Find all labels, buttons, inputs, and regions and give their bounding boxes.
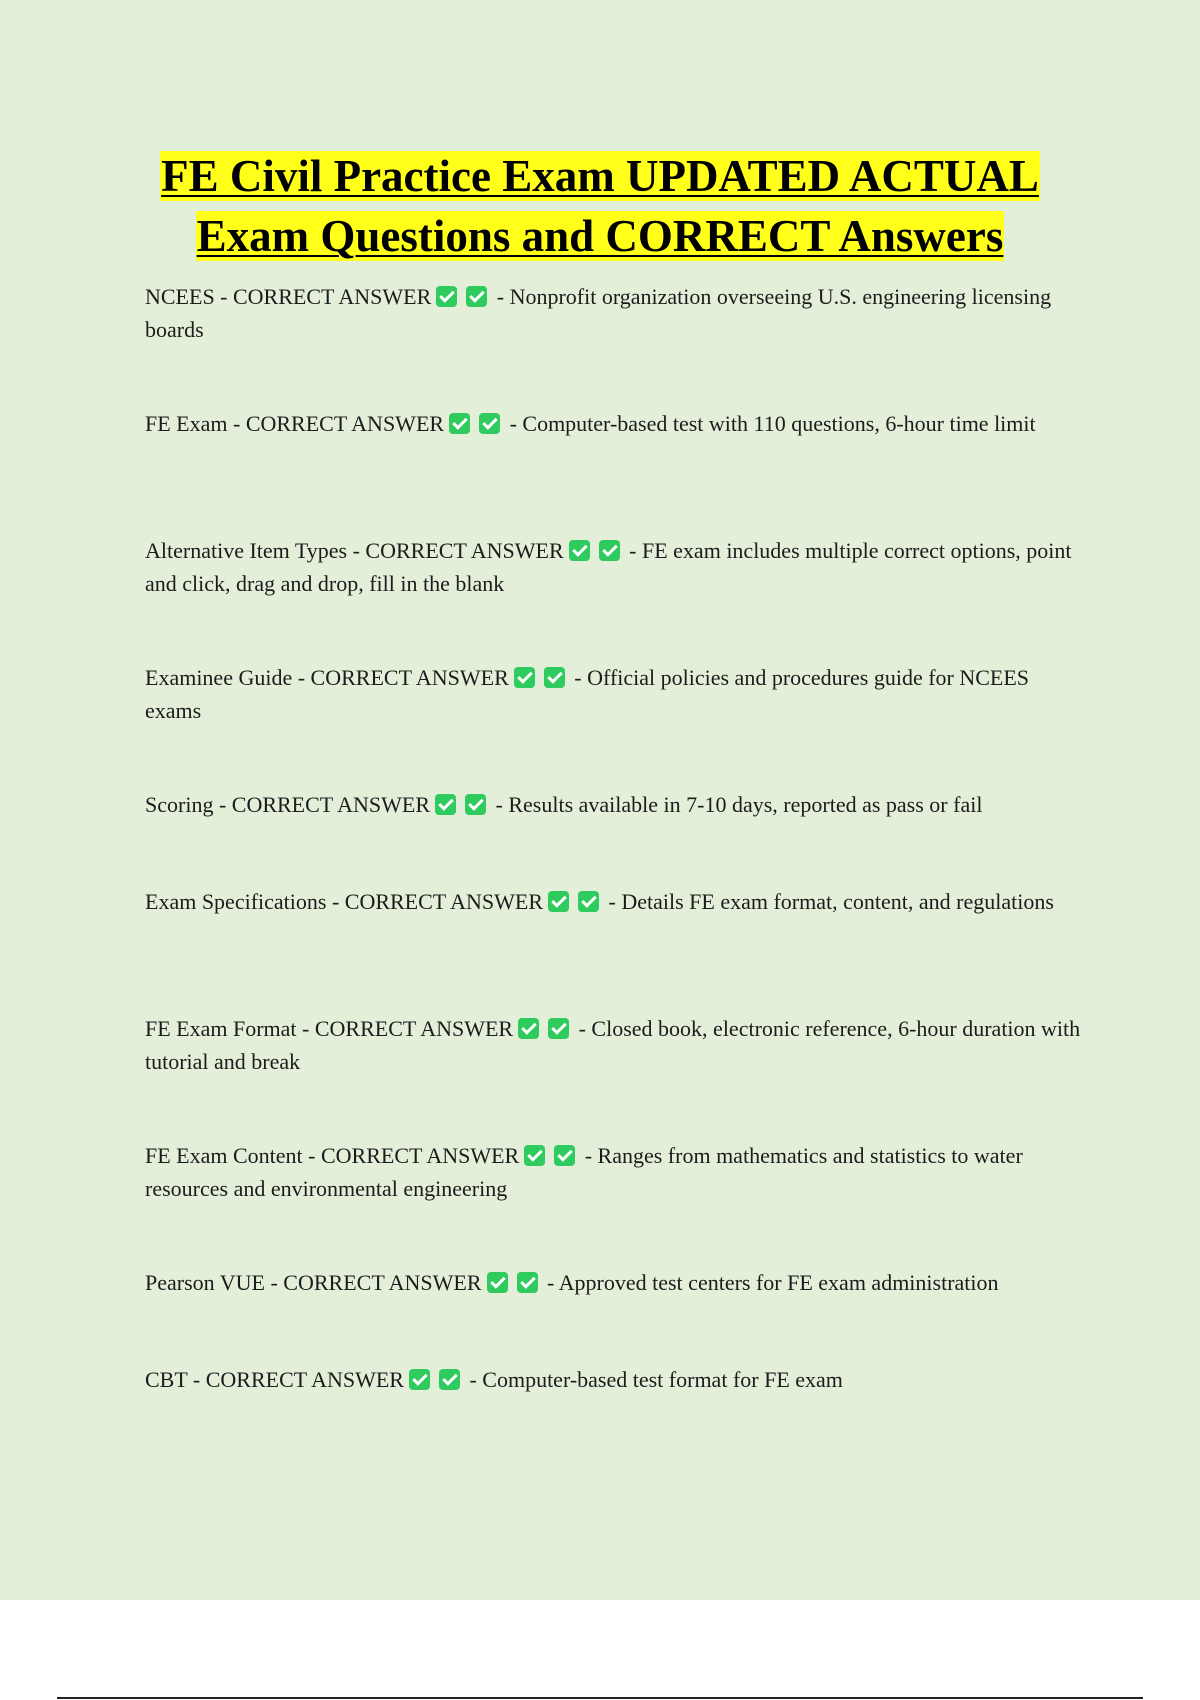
check-mark-icon — [544, 667, 565, 688]
qa-entry — [145, 1012, 1090, 1078]
qa-entry — [145, 1139, 1090, 1205]
entry-term: Pearson VUE - CORRECT ANSWER — [145, 1270, 482, 1295]
check-mark-icon — [569, 540, 590, 561]
check-mark-icon — [599, 540, 620, 561]
entry-term: FE Exam - CORRECT ANSWER — [145, 411, 445, 436]
entry-definition: - Official policies and procedures guide for NCEES exams — [145, 665, 1030, 723]
check-mark-icon — [449, 413, 470, 434]
qa-entry — [145, 534, 1090, 600]
entry-definition: - Details FE exam format, content, and regulations — [608, 889, 1054, 914]
entry-term: FE Exam Format - CORRECT ANSWER — [145, 1016, 514, 1041]
entry-definition: - Approved test centers for FE exam administration — [547, 1270, 999, 1295]
entry-term: FE Exam Content - CORRECT ANSWER — [145, 1143, 520, 1168]
entry-term: NCEES - CORRECT ANSWER — [145, 284, 432, 309]
entry-definition: - Computer-based test format for FE exam — [469, 1367, 843, 1392]
entry-definition: - Results available in 7-10 days, reported as pass or fail — [495, 792, 983, 817]
title-line-2: Exam Questions and CORRECT Answers — [196, 211, 1004, 261]
qa-entry — [145, 407, 1090, 440]
title-line-1: FE Civil Practice Exam UPDATED ACTUAL — [161, 151, 1039, 201]
check-mark-icon — [517, 1272, 538, 1293]
check-mark-icon — [409, 1369, 430, 1390]
check-mark-icon — [435, 794, 456, 815]
check-mark-icon — [479, 413, 500, 434]
qa-entry — [145, 788, 1090, 821]
entry-definition: - FE exam includes multiple correct options, point and click, drag and drop, fill in the blank — [145, 538, 1072, 596]
page-title — [100, 146, 1100, 266]
entry-term: Exam Specifications - CORRECT ANSWER — [145, 889, 544, 914]
entry-definition: - Computer-based test with 110 questions, 6-hour time limit — [509, 411, 1036, 436]
check-mark-icon — [578, 891, 599, 912]
entry-term: Alternative Item Types - CORRECT ANSWER — [145, 538, 564, 563]
check-mark-icon — [487, 1272, 508, 1293]
check-mark-icon — [554, 1145, 575, 1166]
check-mark-icon — [548, 1018, 569, 1039]
check-mark-icon — [548, 891, 569, 912]
check-mark-icon — [466, 286, 487, 307]
qa-entry — [145, 1266, 1090, 1299]
footer-divider — [57, 1697, 1143, 1699]
entry-definition: - Closed book, electronic reference, 6-hour duration with tutorial and break — [145, 1016, 1081, 1074]
check-mark-icon — [514, 667, 535, 688]
qa-entry — [145, 280, 1090, 346]
qa-entry — [145, 885, 1090, 918]
qa-entry — [145, 661, 1090, 727]
entry-term: Scoring - CORRECT ANSWER — [145, 792, 431, 817]
entry-definition: - Ranges from mathematics and statistics to water resources and environmental engineering — [145, 1143, 1023, 1201]
check-mark-icon — [436, 286, 457, 307]
qa-entry — [145, 1363, 1090, 1396]
check-mark-icon — [439, 1369, 460, 1390]
check-mark-icon — [465, 794, 486, 815]
entry-definition: - Nonprofit organization overseeing U.S. engineering licensing boards — [145, 284, 1052, 342]
check-mark-icon — [518, 1018, 539, 1039]
check-mark-icon — [524, 1145, 545, 1166]
entry-term: CBT - CORRECT ANSWER — [145, 1367, 404, 1392]
entry-term: Examinee Guide - CORRECT ANSWER — [145, 665, 509, 690]
